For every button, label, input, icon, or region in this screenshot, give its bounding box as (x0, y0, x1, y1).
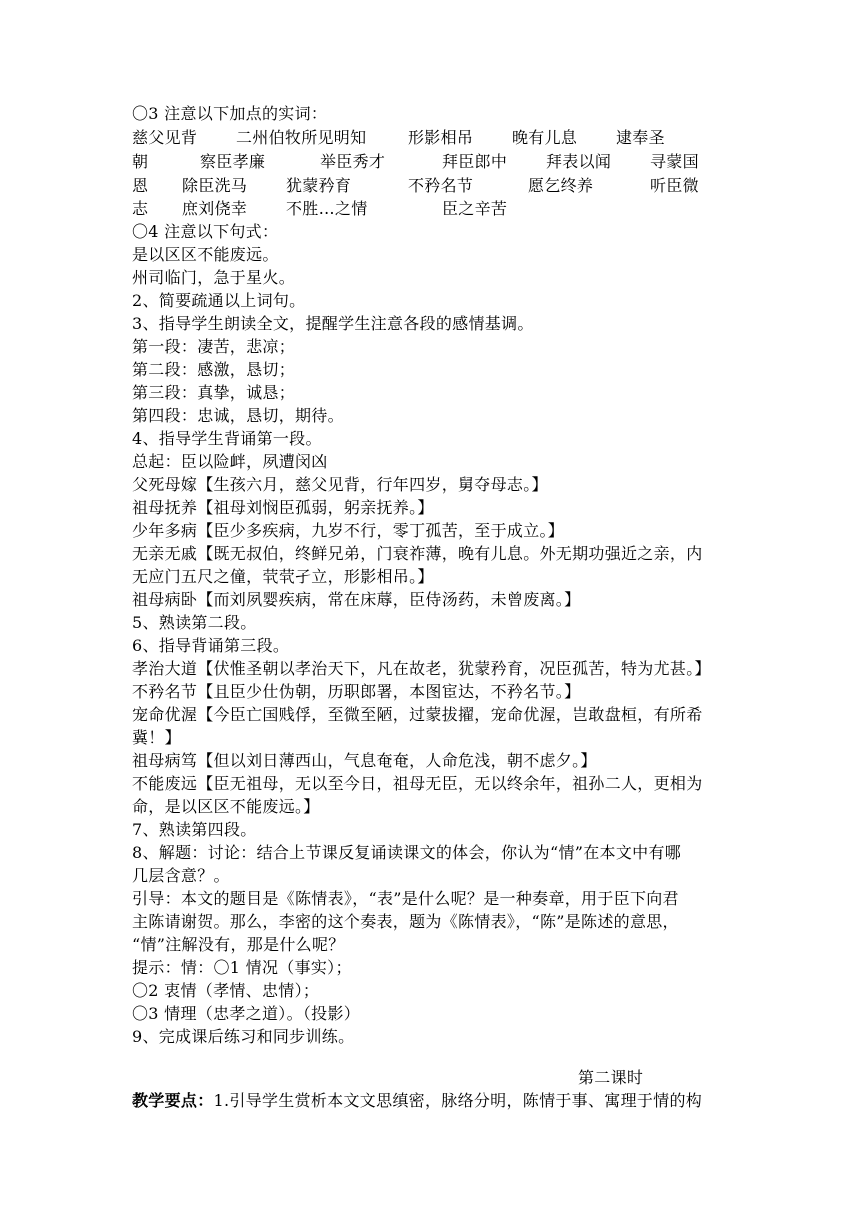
text-line: 州司临门，急于星火。 (132, 268, 296, 287)
vocab-item: 举臣秀才 (320, 152, 386, 171)
text-line: 主陈请谢贺。那么，李密的这个奏表，题为《陈情表》，“陈”是陈述的意思， (132, 912, 679, 931)
text-line: 无亲无戚【既无叔伯，终鲜兄弟，门衰祚薄，晚有儿息。外无期功强近之亲，内 (132, 544, 703, 563)
vocab-item: 寻蒙国 (650, 152, 699, 171)
text-line: 引导：本文的题目是《陈情表》，“表”是什么呢？是一种奏章，用于臣下向君 (132, 889, 679, 908)
key-points-label: 教学要点： (132, 1091, 214, 1110)
vocab-item: 形影相吊 (408, 128, 474, 147)
text-line: 2、简要疏通以上词句。 (132, 291, 306, 310)
vocab-row-1 (132, 126, 752, 149)
key-points-text: 1.引导学生赏析本文文思缜密，脉络分明，陈情于事、寓理于情的构 (213, 1091, 703, 1110)
vocab-item: 慈父见背 (132, 128, 198, 147)
text-line: 是以区区不能废远。 (132, 245, 279, 264)
vocab-item: 拜表以闻 (546, 152, 612, 171)
text-line: 祖母抚养【祖母刘悯臣孤弱，躬亲抚养。】 (132, 498, 434, 517)
text-line: 〇2 衷情（孝情、忠情）； (132, 981, 320, 1000)
vocab-item: 犹蒙矜育 (286, 176, 352, 195)
text-line: 命，是以区区不能废远。】 (132, 797, 320, 816)
text-line: 第三段：真挚，诚恳； (132, 383, 296, 402)
vocab-item: 听臣微 (650, 176, 699, 195)
vocab-item: 察臣孝廉 (200, 152, 266, 171)
vocab-row-4 (132, 197, 752, 220)
vocab-item: 不胜…之情 (286, 199, 368, 218)
text-line: 5、熟读第二段。 (132, 613, 257, 632)
text-line: 祖母病卧【而刘夙婴疾病，常在床蓐，臣侍汤药，未曾废离。】 (132, 590, 581, 609)
text-line: 6、指导背诵第三段。 (132, 636, 290, 655)
text-line: 〇4 注意以下句式： (132, 222, 279, 241)
vocab-item: 除臣洗马 (182, 176, 248, 195)
text-line: “情”注解没有，那是什么呢？ (132, 935, 345, 954)
vocab-row-3 (132, 174, 752, 197)
vocab-item: 臣之辛苦 (442, 199, 508, 218)
text-line: 宠命优渥【今臣亡国贱俘，至微至陋，过蒙拔擢，宠命优渥，岂敢盘桓，有所希 (132, 705, 703, 724)
text-line: 无应门五尺之僮，茕茕孑立，形影相吊。】 (132, 567, 434, 586)
text-line: 孝治大道【伏惟圣朝以孝治天下，凡在故老，犹蒙矜育，况臣孤苦，特为尤甚。】 (132, 659, 711, 678)
text-line: 第一段：凄苦，悲凉； (132, 337, 296, 356)
text-line: 8、解题：讨论：结合上节课反复诵读课文的体会，你认为“情”在本文中有哪 (132, 843, 682, 862)
text-line: 父死母嫁【生孩六月，慈父见背，行年四岁，舅夺母志。】 (132, 475, 548, 494)
text-line: 祖母病笃【但以刘日薄西山，气息奄奄，人命危浅，朝不虑夕。】 (132, 751, 597, 770)
lesson-title: 第二课时 (578, 1068, 644, 1087)
text-line: 冀！】 (132, 728, 181, 747)
vocab-item: 逮奉圣 (616, 128, 665, 147)
text-line: 不矜名节【且臣少仕伪朝，历职郎署，本图宦达，不矜名节。】 (132, 682, 581, 701)
text-line: 少年多病【臣少多疾病，九岁不行，零丁孤苦，至于成立。】 (132, 521, 565, 540)
vocab-item: 朝 (132, 152, 149, 171)
vocab-item: 二州伯牧所见明知 (236, 128, 367, 147)
text-line: 总起：臣以险衅，夙遭闵凶 (132, 452, 328, 471)
text-line: 4、指导学生背诵第一段。 (132, 429, 322, 448)
text-line: 不能废远【臣无祖母，无以至今日，祖母无臣，无以终余年，祖孙二人，更相为 (132, 774, 703, 793)
text-line: 提示：情：〇1 情况（事实）； (132, 958, 352, 977)
text-line: 〇3 情理（忠孝之道）。（投影） (132, 1004, 361, 1023)
vocab-item: 晚有儿息 (512, 128, 578, 147)
section-3-heading: 〇3 注意以下加点的实词： (132, 104, 328, 123)
vocab-item: 拜臣郎中 (442, 152, 508, 171)
text-line: 第二段：感激，恳切； (132, 360, 296, 379)
vocab-item: 庶刘侥幸 (182, 199, 248, 218)
vocab-row-2 (132, 150, 752, 173)
text-line: 几层含意？。 (132, 866, 230, 885)
vocab-item: 不矜名节 (408, 176, 474, 195)
vocab-item: 恩 (132, 176, 149, 195)
text-line: 7、熟读第四段。 (132, 820, 257, 839)
key-points-line (132, 1089, 702, 1112)
vocab-item: 志 (132, 199, 149, 218)
vocab-item: 愿乞终养 (528, 176, 594, 195)
text-line: 第四段：忠诚，恳切，期待。 (132, 406, 344, 425)
text-line: 3、指导学生朗读全文，提醒学生注意各段的感情基调。 (132, 314, 534, 333)
text-line: 9、完成课后练习和同步训练。 (132, 1027, 355, 1046)
